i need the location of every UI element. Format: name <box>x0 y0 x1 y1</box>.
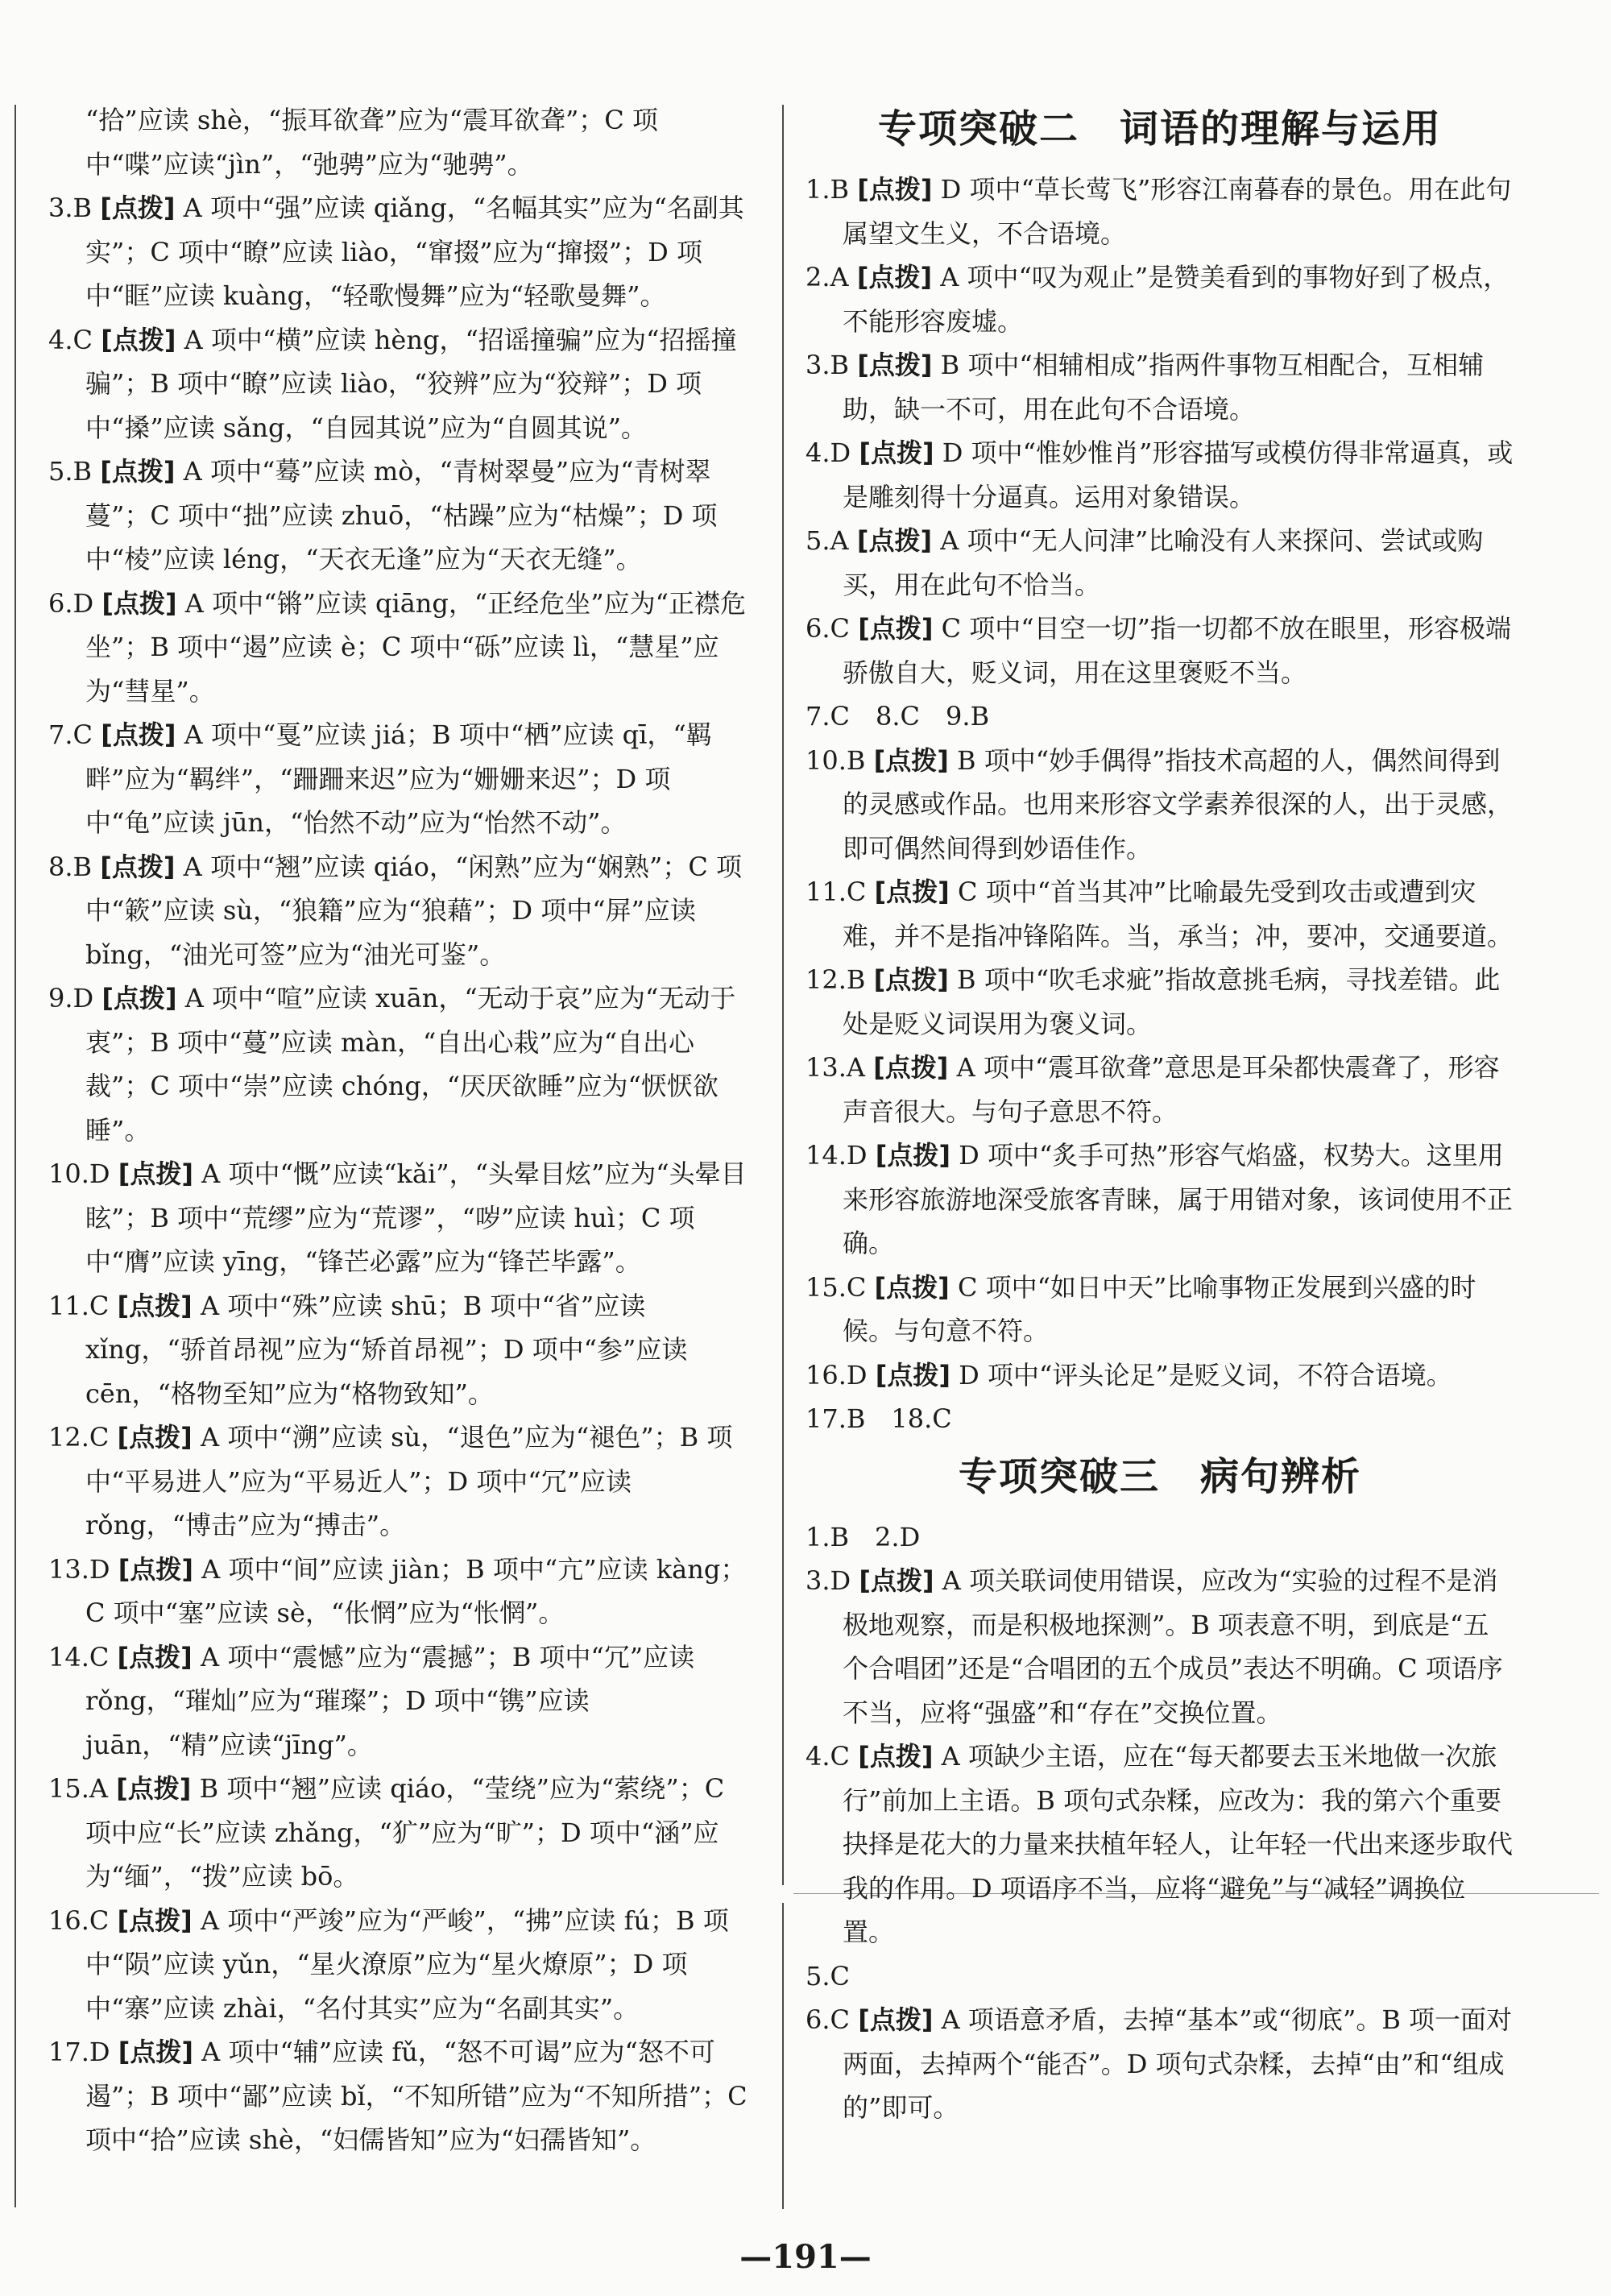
hint-tag: [点拨] <box>101 587 177 619</box>
hint-tag: [点拨] <box>117 1641 193 1672</box>
hint-tag: [点拨] <box>856 262 933 292</box>
answer-item <box>48 1284 749 1416</box>
answer-item <box>806 1559 1514 1734</box>
hint-tag: [点拨] <box>117 1290 193 1321</box>
hint-tag: [点拨] <box>100 456 176 487</box>
answer-number: 17.D <box>48 2037 110 2067</box>
hint-tag: [点拨] <box>857 350 933 380</box>
hint-tag: [点拨] <box>873 1052 949 1083</box>
hint-tag: [点拨] <box>117 1904 193 1936</box>
column-divider-lower <box>782 1903 784 2209</box>
answer-explanation: A 项缺少主语，应在“每天都要去玉米地做一次旅行”前加上主语。B 项句式杂糅，应改为：我的第六个重要抉择是花大的力量来扶植年轻人，让年轻一代出来逐步取代我的作用。D 项语序不当，应将“避免”与“减轻”调换位置。 <box>843 1741 1514 1947</box>
answer-number: 6.D <box>48 587 94 619</box>
hint-tag: [点拨] <box>118 2037 193 2067</box>
answer-item <box>806 519 1514 607</box>
hint-tag: [点拨] <box>101 983 177 1013</box>
answer-item <box>48 845 749 977</box>
answer-explanation: A 项中“溯”应读 sù，“退色”应为“褪色”；B 项中“平易进人”应为“平易近人”；D 项中“冗”应读 rǒng，“博击”应为“搏击”。 <box>85 1422 733 1540</box>
hint-tag: [点拨] <box>100 193 176 223</box>
answer-explanation: C 项中“目空一切”指一切都不放在眼里，形容极端骄傲自大，贬义词，用在这里褒贬不当。 <box>843 613 1512 688</box>
hint-tag: [点拨] <box>859 1565 934 1596</box>
hint-tag: [点拨] <box>118 1158 193 1189</box>
hint-tag: [点拨] <box>118 1553 193 1585</box>
answer-number: 15.C <box>806 1271 867 1303</box>
answer-explanation: A 项中“横”应读 hèng，“招谣撞骗”应为“招摇撞骗”；B 项中“瞭”应读 liào，“狡辨”应为“狡辩”；D 项中“搡”应读 sǎng，“自园其说”应为“自圆其说”。 <box>85 324 737 443</box>
answer-item <box>806 1046 1514 1133</box>
answer-explanation: A 项关联词使用错误，应改为“实验的过程不是消极地观察，而是积极地探测”。B 项表意不明，到底是“五个合唱团”还是“合唱团的五个成员”表达不明确。C 项语序不当，应将“强盛”和“存在”交换位置。 <box>843 1565 1503 1728</box>
left-column <box>48 98 749 2162</box>
answer-number: 12.B <box>806 964 866 995</box>
answer-number: 4.D <box>806 437 851 468</box>
answer-item <box>48 1152 749 1284</box>
section-heading: 专项突破二 词语的理解与运用 <box>877 106 1442 151</box>
answer-number: 13.A <box>806 1052 865 1083</box>
answer-explanation: B 项中“相辅相成”指两件事物互相配合，互相辅助，缺一不可，用在此句不合语境。 <box>843 350 1485 425</box>
answer-explanation: A 项中“震憾”应为“震撼”；B 项中“冗”应读 rǒng，“璀灿”应为“璀璨”；D 项中“镌”应读 juān，“精”应读“jīng”。 <box>85 1641 695 1760</box>
answer-number: 1.B <box>806 174 850 205</box>
answer-number: 5.A <box>806 525 849 556</box>
answer-item <box>48 1767 749 1899</box>
answer-number: 3.B <box>806 350 850 380</box>
answer-number: 4.C <box>48 324 93 355</box>
answer-number: 10.D <box>48 1158 110 1189</box>
answer-item <box>806 1998 1514 2130</box>
answer-line: 7.C 8.C 9.B <box>806 701 990 731</box>
answer-item <box>48 713 749 845</box>
answer-number: 4.C <box>806 1741 851 1772</box>
answer-item <box>806 1266 1514 1353</box>
answer-explanation: D 项中“评头论足”是贬义词，不符合语境。 <box>950 1359 1452 1390</box>
answer-item <box>806 958 1514 1046</box>
answer-line: 1.B 2.D <box>806 1521 921 1552</box>
hint-tag: [点拨] <box>101 324 176 355</box>
hint-tag: [点拨] <box>875 1359 950 1390</box>
answer-number: 10.B <box>806 744 866 776</box>
answer-explanation: C 项中“首当其冲”比喻最先受到攻击或遭到灾难，并不是指冲锋陷阵。当，承当；冲，要冲，交通要道。 <box>843 877 1514 951</box>
hint-tag: [点拨] <box>116 1773 192 1804</box>
answer-number: 14.C <box>48 1641 110 1672</box>
answer-explanation: A 项中“喧”应读 xuān，“无动于哀”应为“无动于衷”；B 项中“蔓”应读 màn，“自出心栽”应为“自出心裁”；C 项中“崇”应读 chóng，“厌厌欲睡”应为“恹恹欲睡”。 <box>85 983 736 1146</box>
answer-explanation: A 项中“强”应读 qiǎng，“名幅其实”应为“名副其实”；C 项中“瞭”应读 liào，“窜掇”应为“撺掇”；D 项中“眶”应读 kuàng，“轻歌慢舞”应为“轻歌曼舞”。 <box>85 193 744 311</box>
answer-explanation: D 项中“炙手可热”形容气焰盛，权势大。这里用来形容旅游地深受旅客青睐，属于用错对象，该词使用不正确。 <box>843 1140 1514 1258</box>
hint-tag: [点拨] <box>856 525 933 556</box>
answer-item <box>806 168 1514 255</box>
answer-number: 3.B <box>48 193 93 223</box>
answer-item <box>48 976 749 1152</box>
answer-item <box>48 1548 749 1635</box>
answer-item <box>48 1899 749 2031</box>
answer-number: 11.C <box>806 877 867 907</box>
answer-item <box>806 1353 1514 1398</box>
answer-explanation: A 项中“戛”应读 jiá；B 项中“栖”应读 qī，“羁畔”应为“羁绊”，“跚跚来迟”应为“姗姗来迟”；D 项中“龟”应读 jūn，“怡然不动”应为“怡然不动”。 <box>85 719 712 838</box>
hint-tag: [点拨] <box>873 964 949 995</box>
answer-number: 2.A <box>806 262 849 292</box>
answer-number: 6.C <box>806 2004 851 2035</box>
answer-explanation: A 项中“间”应读 jiàn；B 项中“亢”应读 kàng；C 项中“塞”应读 sè，“伥惘”应为“怅惘”。 <box>85 1553 747 1628</box>
continued-answer: “拾”应读 shè，“振耳欲聋”应为“震耳欲聋”；C 项中“喋”应读“jìn”，“弛骋”应为“驰骋”。 <box>85 105 658 180</box>
answer-number: 7.C <box>48 719 93 750</box>
answer-explanation: A 项中“无人问津”比喻没有人来探问、尝试或购买，用在此句不恰当。 <box>843 525 1484 600</box>
answer-item <box>48 582 749 714</box>
answer-explanation: D 项中“草长莺飞”形容江南暮春的景色。用在此句属望文生义，不合语境。 <box>843 174 1512 249</box>
answer-number: 14.D <box>806 1140 868 1171</box>
hint-tag: [点拨] <box>101 719 176 750</box>
hint-tag: [点拨] <box>874 877 950 907</box>
answer-item <box>48 318 749 450</box>
answer-item <box>806 870 1514 958</box>
answer-item <box>806 1734 1514 1954</box>
answer-item <box>806 739 1514 871</box>
answer-item <box>806 1133 1514 1266</box>
answer-explanation: A 项中“翘”应读 qiáo，“闲熟”应为“娴熟”；C 项中“簌”应读 sù，“狼籍”应为“狼藉”；D 项中“屏”应读 bǐng，“油光可签”应为“油光可鉴”。 <box>85 851 742 970</box>
hint-tag: [点拨] <box>873 744 949 776</box>
hint-tag: [点拨] <box>874 1271 950 1303</box>
answer-explanation: A 项中“锵”应读 qiāng，“正经危坐”应为“正襟危坐”；B 项中“遏”应读 è；C 项中“砾”应读 lì，“慧星”应为“彗星”。 <box>85 587 746 707</box>
hint-tag: [点拨] <box>859 437 934 468</box>
page-number: —191— <box>739 2238 872 2276</box>
answer-explanation: A 项中“叹为观止”是赞美看到的事物好到了极点，不能形容废墟。 <box>843 262 1510 337</box>
answer-explanation: B 项中“翘”应读 qiáo，“莹绕”应为“萦绕”；C 项中应“长”应读 zhǎng，“犷”应为“旷”；D 项中“涵”应为“缅”，“拨”应读 bō。 <box>85 1773 725 1892</box>
answer-item <box>48 186 749 318</box>
hint-tag: [点拨] <box>117 1422 193 1453</box>
answer-number: 15.A <box>48 1773 108 1804</box>
answer-item <box>806 431 1514 519</box>
answer-number: 16.C <box>48 1904 110 1936</box>
answer-explanation: A 项中“严竣”应为“严峻”，“拂”应读 fú；B 项中“陨”应读 yǔn，“星火潦原”应为“星火燎原”；D 项中“寨”应读 zhài，“名付其实”应为“名副其实”。 <box>85 1904 729 2024</box>
answer-explanation: A 项中“慨”应读“kǎi”，“头晕目炫”应为“头晕目眩”；B 项中“荒缪”应为“荒谬”，“哕”应读 huì；C 项中“膺”应读 yīng，“锋芒必露”应为“锋芒毕露”。 <box>85 1158 747 1277</box>
answer-item <box>48 2030 749 2162</box>
answer-explanation: A 项中“殊”应读 shū；B 项中“省”应读 xǐng，“骄首昂视”应为“矫首昂视”；D 项中“参”应读 cēn，“格物至知”应为“格物致知”。 <box>85 1290 688 1409</box>
answer-explanation: B 项中“妙手偶得”指技术高超的人，偶然间得到的灵感或作品。也用来形容文学素养很深的人，出于灵感，即可偶然间得到妙语佳作。 <box>843 744 1514 864</box>
answer-explanation: A 项中“辅”应读 fǔ，“怒不可谒”应为“怒不可遏”；B 项中“鄙”应读 bǐ，“不知所错”应为“不知所措”；C 项中“拾”应读 shè，“妇儒皆知”应为“妇孺皆知”。 <box>85 2037 748 2155</box>
answer-line: 17.B 18.C <box>806 1403 952 1434</box>
answer-number: 11.C <box>48 1290 110 1321</box>
right-column <box>806 98 1514 2130</box>
hint-tag: [点拨] <box>875 1140 950 1171</box>
hint-tag: [点拨] <box>858 2004 934 2035</box>
hint-tag: [点拨] <box>858 613 934 644</box>
answer-item <box>806 607 1514 694</box>
answer-number: 5.B <box>48 456 93 487</box>
answer-number: 16.D <box>806 1359 868 1390</box>
answer-explanation: C 项中“如日中天”比喻事物正发展到兴盛的时候。与句意不符。 <box>843 1271 1476 1346</box>
answer-explanation: B 项中“吹毛求疵”指故意挑毛病，寻找差错。此处是贬义词误用为褒义词。 <box>843 964 1501 1039</box>
answer-item <box>48 450 749 582</box>
hint-tag: [点拨] <box>858 1741 934 1772</box>
answer-item <box>48 1635 749 1768</box>
section-heading: 专项突破三 病句辨析 <box>958 1453 1361 1499</box>
answer-explanation: A 项语意矛盾，去掉“基本”或“彻底”。B 项一面对两面，去掉两个“能否”。D 项句式杂糅，去掉“由”和“组成的”即可。 <box>843 2004 1513 2123</box>
answer-item <box>806 343 1514 431</box>
answer-item <box>48 1415 749 1548</box>
answer-line: 5.C <box>806 1960 851 1991</box>
answer-explanation: A 项中“震耳欲聋”意思是耳朵都快震聋了，形容声音很大。与句子意思不符。 <box>843 1052 1500 1127</box>
answer-number: 6.C <box>806 613 851 644</box>
hint-tag: [点拨] <box>100 851 176 882</box>
answer-explanation: A 项中“蓦”应读 mò，“青树翠曼”应为“青树翠蔓”；C 项中“拙”应读 zhuō，“枯躁”应为“枯燥”；D 项中“棱”应读 léng，“天衣无逢”应为“天衣无缝”。 <box>85 456 718 574</box>
column-divider-upper <box>782 105 784 1885</box>
answer-number: 9.D <box>48 983 94 1013</box>
answer-number: 12.C <box>48 1422 110 1453</box>
left-margin-rule <box>14 105 16 2207</box>
hint-tag: [点拨] <box>857 174 933 205</box>
answer-number: 13.D <box>48 1553 110 1585</box>
answer-number: 3.D <box>806 1565 851 1596</box>
answer-number: 8.B <box>48 851 93 882</box>
answer-item <box>806 255 1514 343</box>
answer-explanation: D 项中“惟妙惟肖”形容描写或模仿得非常逼真，或是雕刻得十分逼真。运用对象错误。 <box>843 437 1514 512</box>
